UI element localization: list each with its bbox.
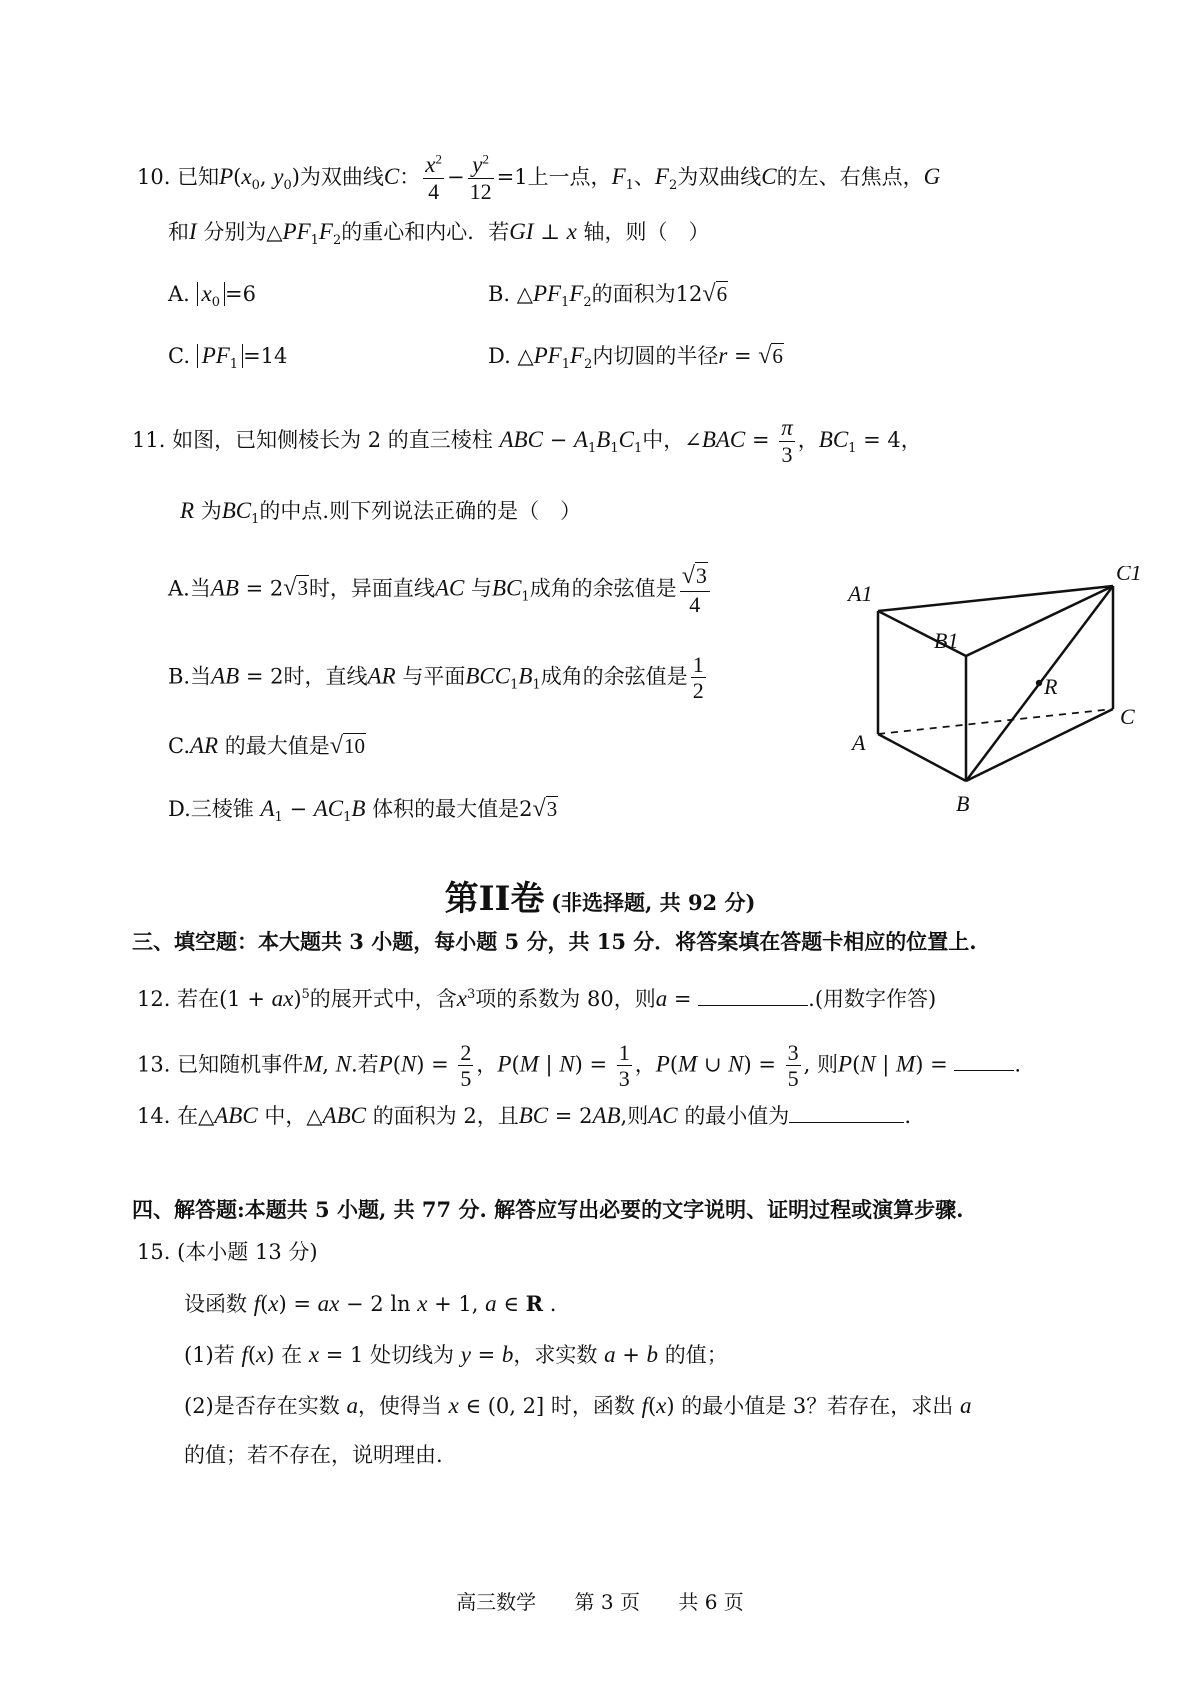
- edge-bc: [966, 709, 1113, 781]
- q11-option-c[interactable]: C.AR 的最大值是√10: [168, 733, 365, 759]
- edge-a1c1: [878, 586, 1113, 611]
- question-number: 12.: [137, 987, 171, 1011]
- edge-b1c1: [966, 586, 1113, 656]
- q11-line2: R 为$BC_1$的中点.则下列说法正确的是（ ）: [180, 498, 582, 528]
- label-c1: C1: [1116, 566, 1142, 585]
- q14-line: 14. 在△ABC 中，△ABC 的面积为 2，且BC = 2AB,则AC 的最小值为 .: [137, 1103, 911, 1128]
- section4-heading: 四、解答题:本题共 5 小题, 共 77 分. 解答应写出必要的文字说明、证明过程或演算步骤.: [132, 1197, 964, 1222]
- q12-line: 12. 若在(1 + ax)$^5$的展开式中，含$x^3$项的系数为 80，则a = .(用数字作答): [137, 986, 937, 1011]
- part2-title: 第II卷 (非选择题, 共 92 分): [444, 879, 756, 919]
- q11-option-b[interactable]: B.当AB = 2时，直线AR 与平面$BCC_1B_1$成角的余弦值是 $\frac{1}{2}$: [168, 652, 704, 704]
- question-number: 11.: [132, 427, 166, 452]
- label-a1: A1: [848, 581, 873, 606]
- q10-option-c[interactable]: C. $PF_1 =14$: [168, 343, 288, 373]
- footer-subject: 高三数学: [456, 1590, 537, 1614]
- q11-option-a[interactable]: A.当AB = 2√3时，异面直线AC 与$BC_1$成角的余弦值是 $\frac{√3}{4}$: [168, 563, 713, 617]
- point-r: [1036, 680, 1042, 686]
- question-number: 15.: [137, 1240, 171, 1264]
- q15-header: 15. (本小题 13 分): [137, 1240, 318, 1264]
- answer-blank[interactable]: [954, 1052, 1014, 1071]
- q11-line1: 11. 如图，已知侧棱长为 2 的直三棱柱 ABC − $A_1B_1C_1$中，∠BAC = $\frac{\pi}{3}$ ，$BC_1 = 4$，: [132, 415, 922, 468]
- q10-line2: 和I 分别为$\triangle PF_1F_2$的重心和内心．若GI ⊥ x 轴，则（ ）: [168, 219, 710, 249]
- answer-blank[interactable]: [698, 987, 808, 1006]
- label-c: C: [1120, 704, 1135, 729]
- question-number: 13.: [137, 1052, 171, 1077]
- edge-ac-hidden: [878, 709, 1113, 734]
- prism-figure: [838, 566, 1168, 836]
- footer-page: 第 3 页: [574, 1590, 640, 1614]
- answer-blank[interactable]: [789, 1104, 904, 1123]
- section3-heading: 三、填空题：本大题共 3 小题，每小题 5 分，共 15 分．将答案填在答题卡相应的位置上.: [132, 929, 977, 954]
- q15-part1: (1)若 f(x) 在 x = 1 处切线为 y = b，求实数 a + b 的值；: [184, 1342, 728, 1367]
- footer-total: 共 6 页: [678, 1590, 744, 1614]
- label-b: B: [956, 791, 970, 816]
- q10-option-b[interactable]: B. $\triangle PF_1F_2$的面积为12√6: [488, 281, 728, 311]
- q10-option-a[interactable]: A. $x_0 =6$: [168, 281, 256, 311]
- label-a: A: [852, 730, 866, 755]
- q13-line: 13. 已知随机事件M, N.若P(N) = $\frac{2}{5}$ ，P(M | N) = $\frac{1}{3}$ ，P(M ∪ N) = $\frac{3}{5}$ , 则P(N | M) = .: [137, 1040, 1022, 1092]
- label-b1: B1: [934, 628, 959, 653]
- q15-part2: (2)是否存在实数 a，使得当 x ∈ (0, 2] 时，函数 f(x) 的最小值是 3？若存在，求出 a: [184, 1393, 972, 1418]
- q11-option-d[interactable]: D.三棱锥 $A_1 - AC_1B$ 体积的最大值是2√3: [168, 796, 558, 826]
- q15-intro: 设函数 f(x) = ax − 2 ln x + 1, a ∈ R .: [184, 1291, 557, 1316]
- question-number: 14.: [137, 1104, 171, 1128]
- page-footer: [0, 1586, 1200, 1615]
- q15-part2-cont: 的值；若不存在，说明理由.: [184, 1443, 443, 1467]
- edge-ab: [878, 734, 966, 781]
- q10-option-d[interactable]: D. $\triangle PF_1F_2$内切圆的半径r = √6: [488, 343, 783, 373]
- question-number: 10.: [137, 164, 171, 189]
- label-r: R: [1044, 674, 1058, 699]
- q10-line1: 10. 已知$P(x_0$, $y_0$)为双曲线C： $\frac{x^2}{4}$ − $\frac{y^2}{12}$ =1上一点，$F_1$、$F_2$为双曲线C的左、右焦点，G: [137, 151, 941, 205]
